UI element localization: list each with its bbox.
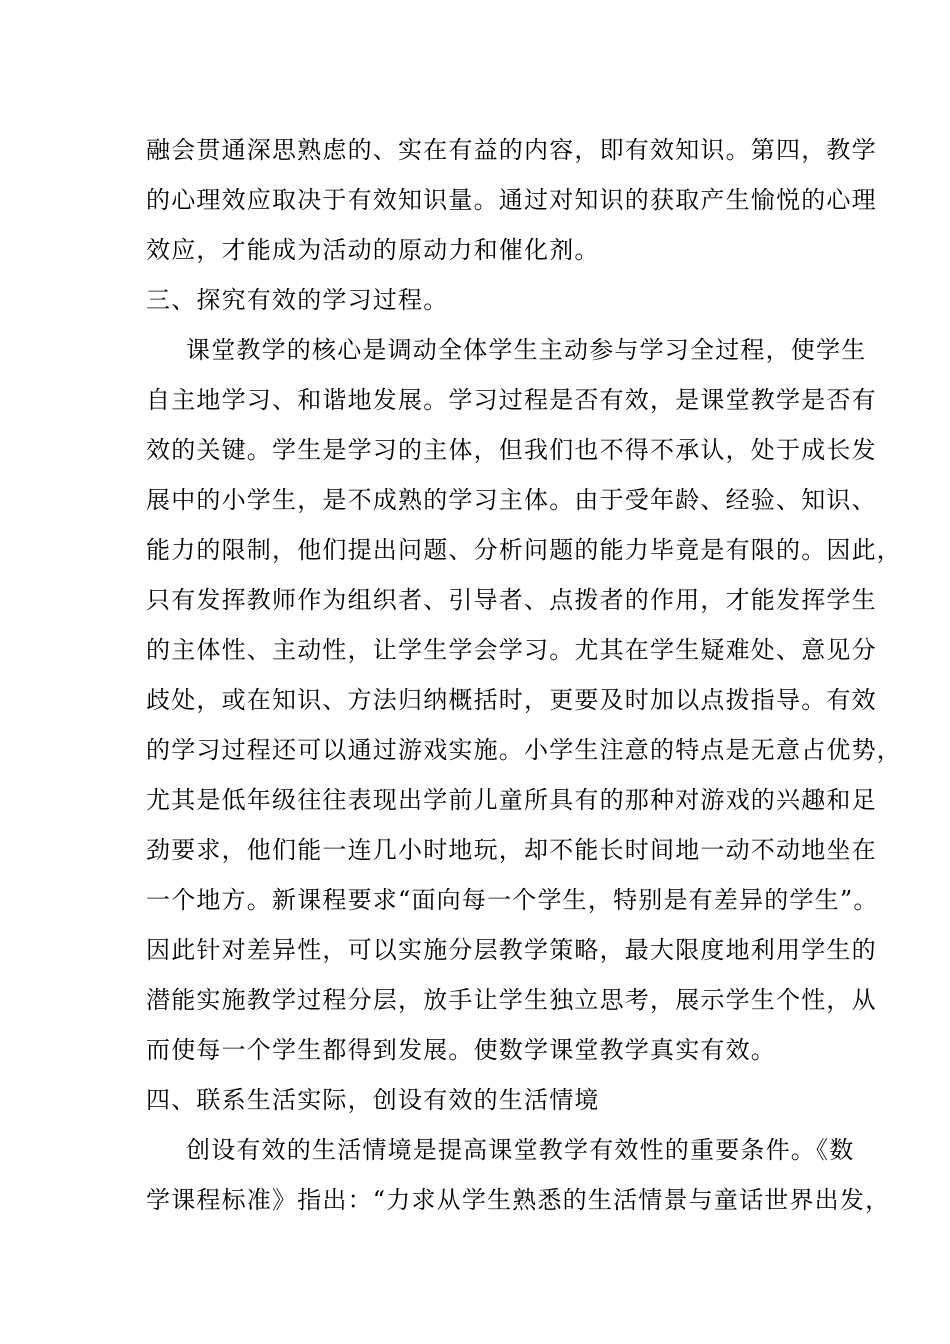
body-text-line: 融会贯通深思熟虑的、实在有益的内容，即有效知识。第四，教学 (146, 136, 877, 164)
body-text-line: 的学习过程还可以通过游戏实施。小学生注意的特点是无意占优势， (146, 736, 902, 764)
paragraph-first-line: 创设有效的生活情境是提高课堂教学有效性的重要条件。《数 (186, 1136, 855, 1164)
body-text-line: 一个地方。新课程要求“面向每一个学生，特别是有差异的学生”。 (146, 886, 879, 914)
section-heading-4: 四、联系生活实际，创设有效的生活情境 (146, 1086, 600, 1114)
body-text-line: 歧处，或在知识、方法归纳概括时，更要及时加以点拨指导。有效 (146, 686, 877, 714)
body-text-line: 而使每一个学生都得到发展。使数学课堂教学真实有效。 (146, 1036, 776, 1064)
body-text-line: 自主地学习、和谐地发展。学习过程是否有效，是课堂教学是否有 (146, 386, 877, 414)
body-text-line: 只有发挥教师作为组织者、引导者、点拨者的作用，才能发挥学生 (146, 586, 877, 614)
body-text-line: 的心理效应取决于有效知识量。通过对知识的获取产生愉悦的心理 (146, 186, 877, 214)
body-text-line: 效的关键。学生是学习的主体，但我们也不得不承认，处于成长发 (146, 436, 877, 464)
paragraph-first-line: 课堂教学的核心是调动全体学生主动参与学习全过程，使学生 (186, 336, 867, 364)
body-text-line: 尤其是低年级往往表现出学前儿童所具有的那种对游戏的兴趣和足 (146, 786, 877, 814)
body-text-line: 效应，才能成为活动的原动力和催化剂。 (146, 236, 600, 264)
body-text-line: 劲要求，他们能一连几小时地玩，却不能长时间地一动不动地坐在 (146, 836, 877, 864)
body-text-line: 的主体性、主动性，让学生学会学习。尤其在学生疑难处、意见分 (146, 636, 877, 664)
body-text-line: 因此针对差异性，可以实施分层教学策略，最大限度地利用学生的 (146, 936, 877, 964)
body-text-line: 学课程标准》指出：“力求从学生熟悉的生活情景与童话世界出发， (146, 1186, 891, 1214)
section-heading-3: 三、探究有效的学习过程。 (146, 286, 449, 314)
body-text-line: 能力的限制，他们提出问题、分析问题的能力毕竟是有限的。因此， (146, 536, 902, 564)
body-text-line: 潜能实施教学过程分层，放手让学生独立思考，展示学生个性，从 (146, 986, 877, 1014)
body-text-line: 展中的小学生，是不成熟的学习主体。由于受年龄、经验、知识、 (146, 486, 877, 514)
